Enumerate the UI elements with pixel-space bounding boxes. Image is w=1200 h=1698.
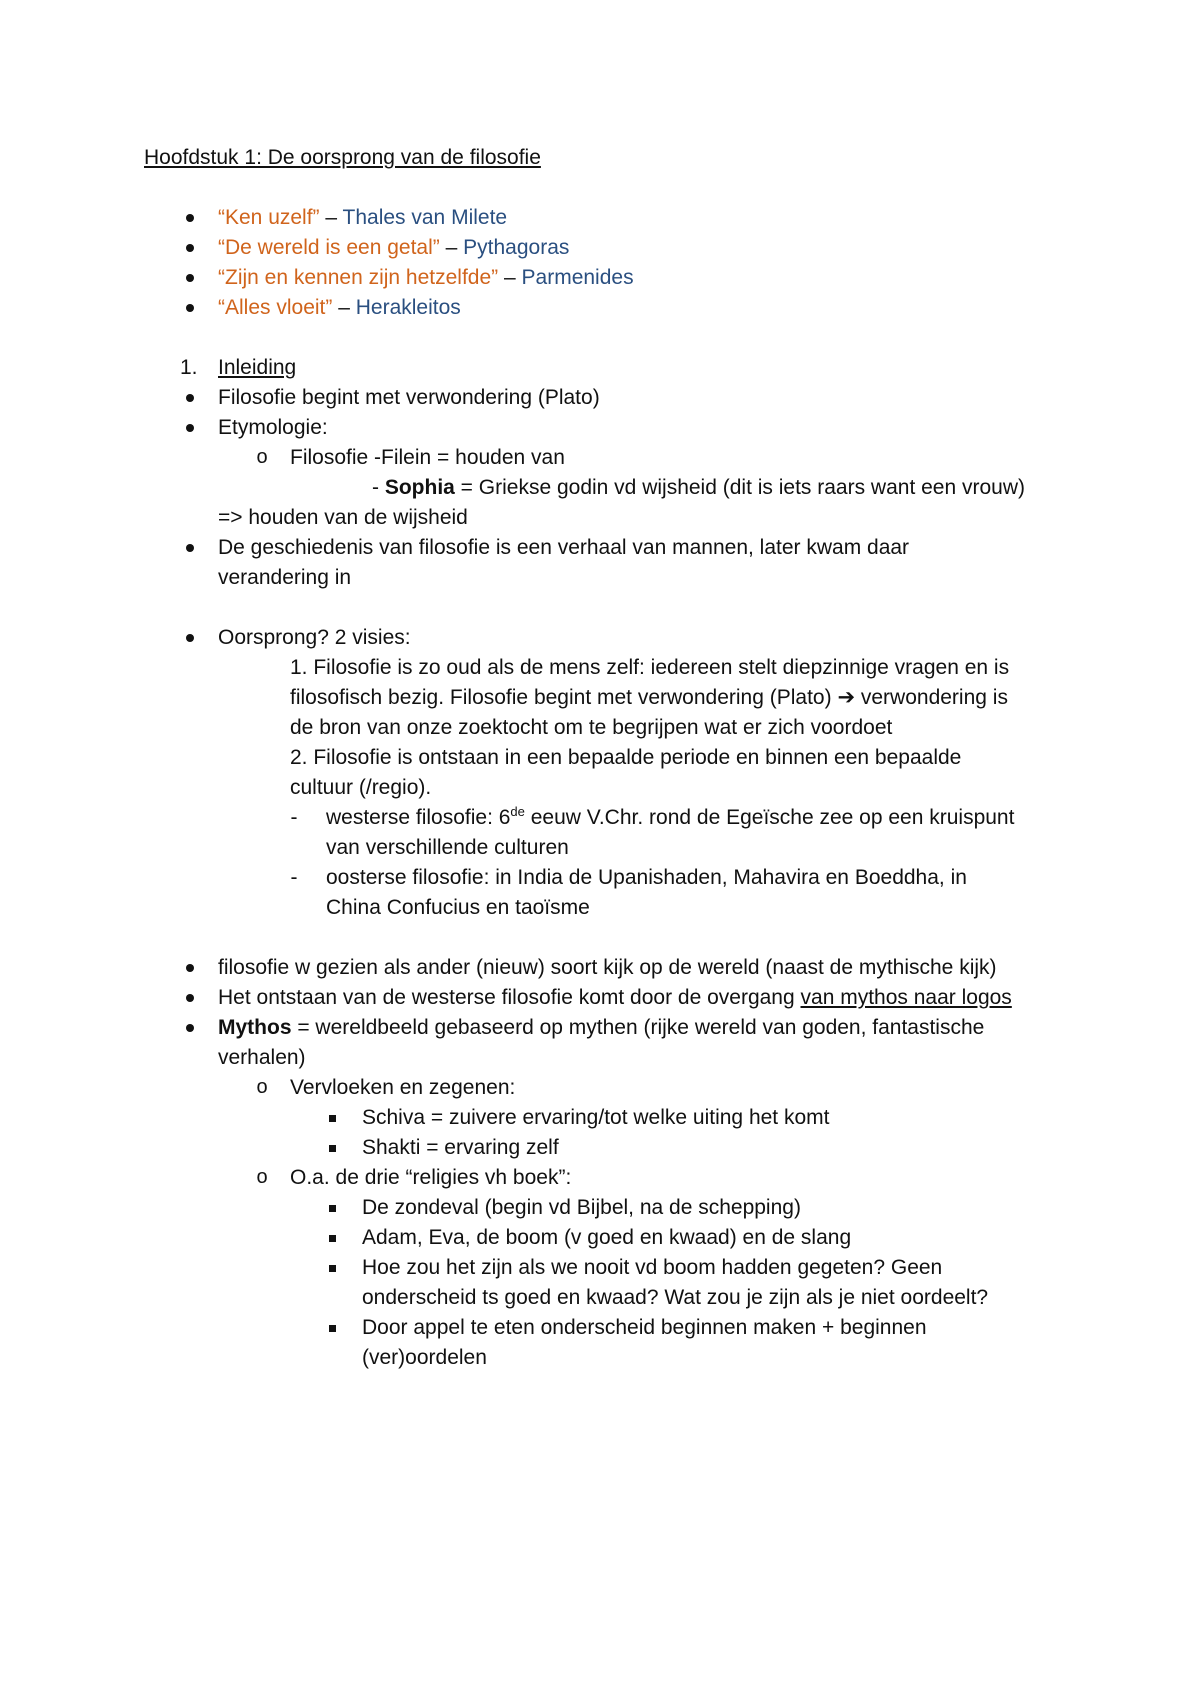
paragraph-line: de bron van onze zoektocht om te begrijpen wat er zich voordoet xyxy=(290,716,893,739)
quote-author: Herakleitos xyxy=(355,296,461,319)
list-item xyxy=(372,474,1025,502)
quote-author: Thales van Milete xyxy=(342,206,508,229)
list-item: Filosofie -Filein = houden van xyxy=(290,446,565,469)
term-bold: Sophia xyxy=(384,476,455,499)
paragraph-line: 1. Filosofie is zo oud als de mens zelf: iedereen stelt diepzinnige vragen en is xyxy=(290,656,1010,679)
bullet-icon xyxy=(176,984,204,1012)
bullet-icon xyxy=(176,534,204,562)
list-item: Hoe zou het zijn als we nooit vd boom hadden gegeten? Geen xyxy=(362,1256,943,1279)
square-bullet-icon xyxy=(318,1134,346,1162)
list-item xyxy=(218,1014,984,1042)
list-item: Vervloeken en zegenen: xyxy=(290,1076,516,1099)
quote-line xyxy=(218,264,634,292)
list-item: Schiva = zuivere ervaring/tot welke uiting het komt xyxy=(362,1106,830,1129)
bullet-icon xyxy=(176,1014,204,1042)
paragraph-text: filosofisch bezig. Filosofie begint met verwondering (Plato) xyxy=(290,686,832,709)
quote-line xyxy=(218,294,461,322)
bullet-icon xyxy=(176,264,204,292)
quote-author: Parmenides xyxy=(521,266,634,289)
quote-text: “De wereld is een getal” xyxy=(218,236,440,259)
list-item-continuation: (ver)oordelen xyxy=(362,1346,487,1369)
list-item: Etymologie: xyxy=(218,416,328,439)
square-bullet-icon xyxy=(318,1254,346,1282)
square-bullet-icon xyxy=(318,1194,346,1222)
bullet-icon xyxy=(176,624,204,652)
list-item-continuation: China Confucius en taoïsme xyxy=(326,896,590,919)
section-number: 1. xyxy=(180,356,198,379)
list-item: Filosofie begint met verwondering (Plato) xyxy=(218,386,600,409)
quote-text: “Ken uzelf” xyxy=(218,206,320,229)
bullet-icon xyxy=(176,414,204,442)
list-item: De zondeval (begin vd Bijbel, na de schepping) xyxy=(362,1196,801,1219)
quote-dash: – xyxy=(498,266,522,289)
list-item: => houden van de wijsheid xyxy=(218,506,468,529)
bullet-icon xyxy=(176,204,204,232)
bullet-icon xyxy=(176,294,204,322)
arrow-icon: ➔ xyxy=(837,686,856,709)
paragraph-line: cultuur (/regio). xyxy=(290,776,432,799)
bullet-icon xyxy=(176,384,204,412)
list-item: filosofie w gezien als ander (nieuw) soort kijk op de wereld (naast de mythische kijk) xyxy=(218,956,997,979)
list-item: De geschiedenis van filosofie is een verhaal van mannen, later kwam daar xyxy=(218,536,910,559)
quote-text: “Zijn en kennen zijn hetzelfde” xyxy=(218,266,499,289)
section-heading: Inleiding xyxy=(218,356,297,379)
superscript: de xyxy=(510,804,525,819)
list-item: oosterse filosofie: in India de Upanishaden, Mahavira en Boeddha, in xyxy=(326,866,967,889)
list-item: O.a. de drie “religies vh boek”: xyxy=(290,1166,572,1189)
square-bullet-icon xyxy=(318,1314,346,1342)
list-item-continuation: verandering in xyxy=(218,566,352,589)
bullet-icon xyxy=(176,234,204,262)
list-item: Oorsprong? 2 visies: xyxy=(218,626,411,649)
paragraph-line xyxy=(290,684,1008,712)
bullet-icon xyxy=(176,954,204,982)
circle-bullet-icon: o xyxy=(256,1166,268,1188)
quote-dash: – xyxy=(319,206,343,229)
circle-bullet-icon: o xyxy=(256,1076,268,1098)
quote-text: “Alles vloeit” xyxy=(218,296,333,319)
list-text: eeuw V.Chr. rond de Egeïsche zee op een kruispunt xyxy=(524,806,1015,829)
quote-line xyxy=(218,204,507,232)
quote-author: Pythagoras xyxy=(463,236,570,259)
term-definition: = Griekse godin vd wijsheid (dit is iets raars want een vrouw) xyxy=(454,476,1026,499)
list-text: westerse filosofie: 6 xyxy=(326,806,511,829)
dash-text: - xyxy=(372,476,385,499)
list-item: Shakti = ervaring zelf xyxy=(362,1136,559,1159)
list-item-continuation: onderscheid ts goed en kwaad? Wat zou je zijn als je niet oordeelt? xyxy=(362,1286,989,1309)
page-title: Hoofdstuk 1: De oorsprong van de filosofie xyxy=(144,146,541,169)
square-bullet-icon xyxy=(318,1224,346,1252)
list-item xyxy=(218,984,1012,1012)
dash-bullet-icon: - xyxy=(290,806,298,829)
list-item xyxy=(326,804,1014,832)
list-item-continuation: van verschillende culturen xyxy=(326,836,569,859)
list-text: Het ontstaan van de westerse filosofie komt door de overgang xyxy=(218,986,801,1009)
quote-dash: – xyxy=(332,296,356,319)
list-item: Door appel te eten onderscheid beginnen maken + beginnen xyxy=(362,1316,927,1339)
underlined-text: van mythos naar logos xyxy=(800,986,1012,1009)
paragraph-text: verwondering is xyxy=(855,686,1008,709)
quote-dash: – xyxy=(439,236,464,259)
circle-bullet-icon: o xyxy=(256,446,268,468)
paragraph-line: 2. Filosofie is ontstaan in een bepaalde periode en binnen een bepaalde xyxy=(290,746,962,769)
square-bullet-icon xyxy=(318,1104,346,1132)
dash-bullet-icon: - xyxy=(290,866,298,889)
list-item-continuation: verhalen) xyxy=(218,1046,306,1069)
quote-line xyxy=(218,234,569,262)
list-item: Adam, Eva, de boom (v goed en kwaad) en de slang xyxy=(362,1226,852,1249)
term-definition: = wereldbeeld gebaseerd op mythen (rijke wereld van goden, fantastische xyxy=(291,1016,985,1039)
term-bold: Mythos xyxy=(218,1016,292,1039)
